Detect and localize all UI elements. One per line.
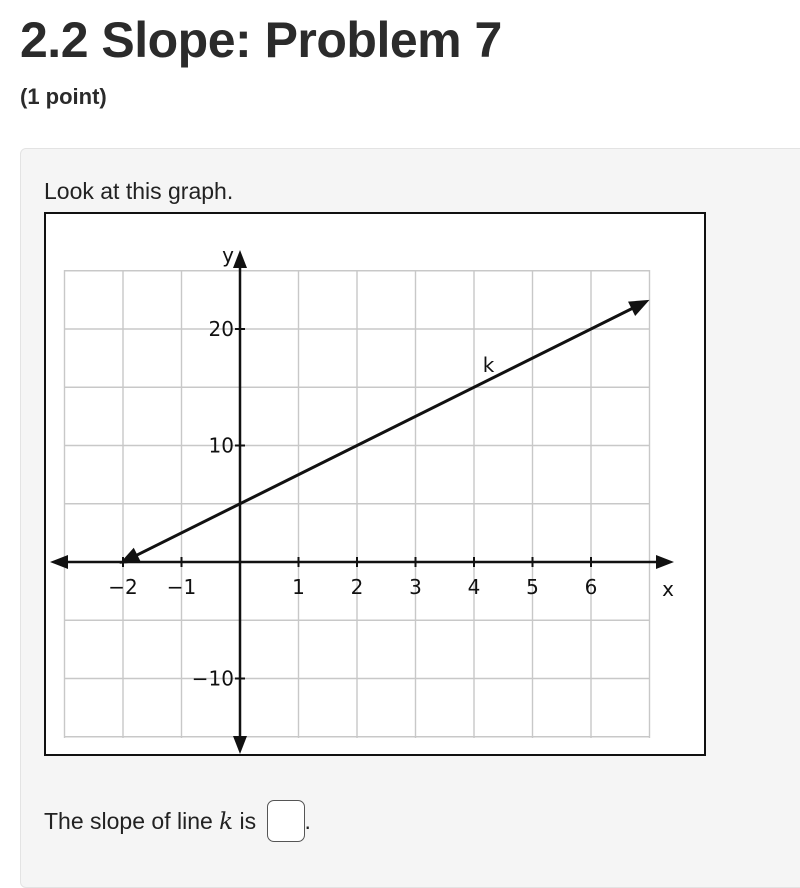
x-axis-arrow-left: [50, 555, 68, 569]
x-tick-label: 3: [409, 575, 422, 599]
line-graph: [46, 214, 704, 754]
graph-frame: [44, 212, 706, 756]
x-tick-label: −1: [166, 575, 197, 599]
line-variable: k: [219, 809, 234, 836]
problem-title: 2.2 Slope: Problem 7: [20, 12, 502, 68]
x-tick-label: 2: [350, 575, 364, 599]
line-k-label: k: [482, 353, 495, 378]
question-text: The slope of line: [44, 808, 220, 835]
y-tick-label: 20: [208, 317, 234, 341]
y-tick-label: −10: [191, 666, 234, 691]
line-k-arrow-end: [628, 300, 649, 316]
x-axis-arrow-right: [656, 555, 674, 569]
x-tick-label: 5: [526, 575, 539, 599]
line-k: [132, 304, 641, 557]
y-axis-label: y: [222, 243, 234, 267]
question-period: .: [304, 808, 311, 835]
x-tick-label: 1: [292, 575, 305, 599]
problem-points: (1 point): [20, 84, 107, 109]
x-axis-label: x: [662, 577, 674, 601]
x-tick-label: 6: [584, 575, 598, 599]
y-tick-label: 10: [208, 433, 234, 458]
slope-question: [44, 802, 311, 844]
y-axis-arrow-up: [233, 250, 247, 268]
y-axis-arrow-down: [233, 736, 247, 754]
x-tick-label: −2: [108, 575, 138, 599]
question-text-after: is: [233, 808, 257, 835]
x-tick-label: 4: [467, 575, 481, 599]
problem-prompt: Look at this graph.: [44, 178, 234, 204]
slope-answer-input[interactable]: [267, 800, 305, 842]
